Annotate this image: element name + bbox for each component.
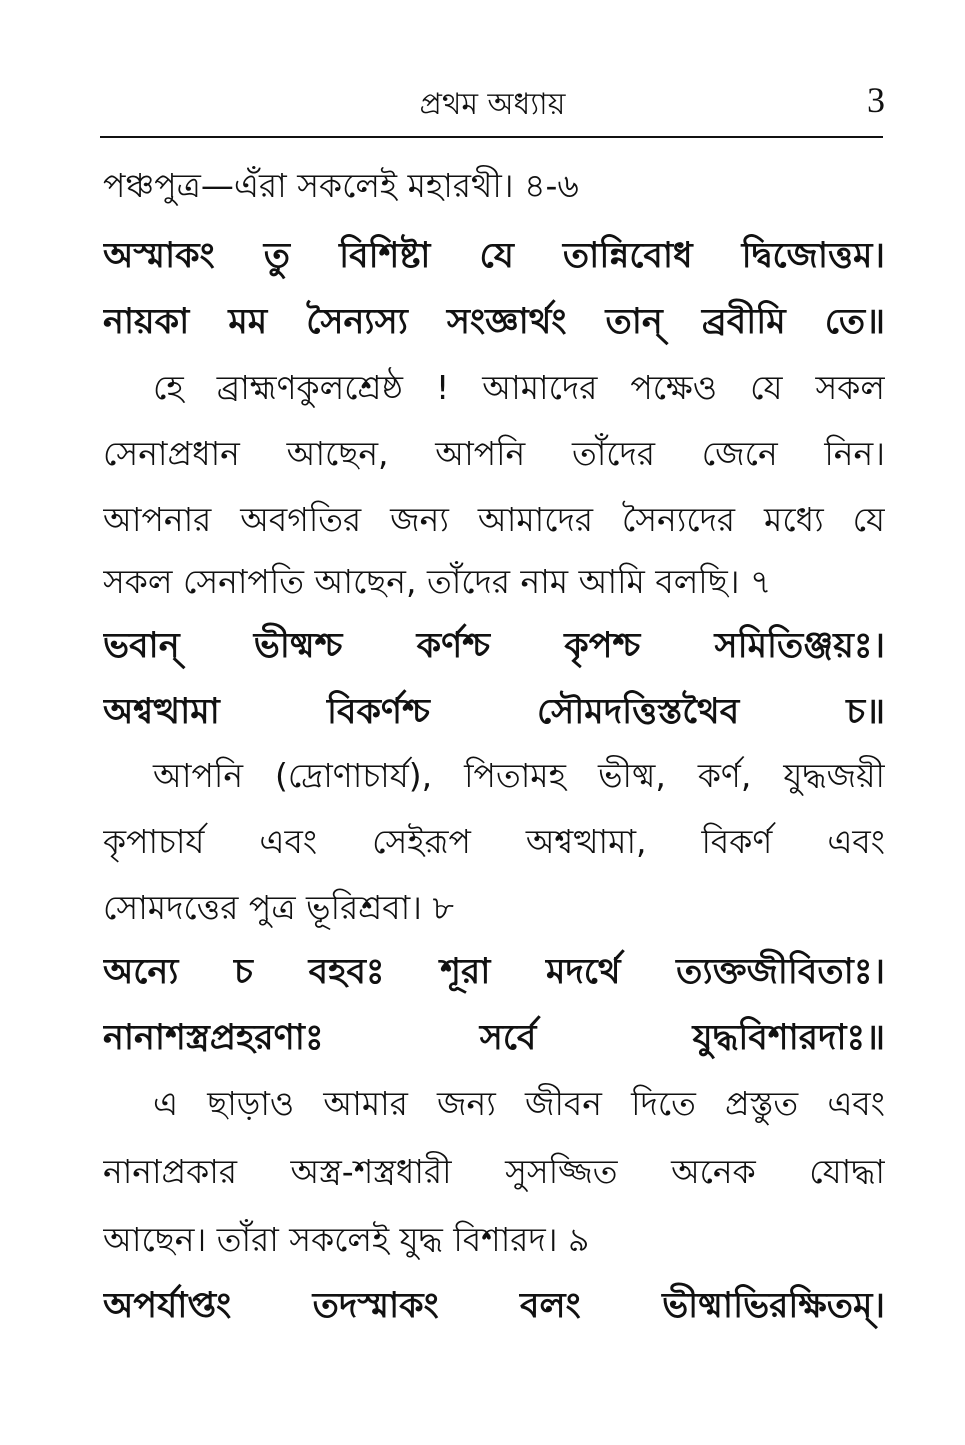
- header-rule: [100, 136, 883, 138]
- prose-line: সেনাপ্রধান আছেন, আপনি তাঁদের জেনে নিন।: [103, 434, 885, 473]
- running-head: প্রথম অধ্যায়: [419, 87, 566, 122]
- verse-line: নানাশস্ত্রপ্রহরণাঃ সর্বে যুদ্ধবিশারদাঃ॥: [103, 1018, 885, 1058]
- prose-line: নানাপ্রকার অস্ত্র-শস্ত্রধারী সুসজ্জিত অনেক যোদ্ধা: [103, 1152, 885, 1191]
- prose-line: পঞ্চপুত্র—এঁরা সকলেই মহারথী। ৪-৬: [103, 166, 579, 205]
- prose-line: কৃপাচার্য এবং সেইরূপ অশ্বত্থামা, বিকর্ণ এবং: [103, 822, 885, 861]
- verse-line: অপর্যাপ্তং তদস্মাকং বলং ভীষ্মাভিরক্ষিতম্।: [103, 1286, 885, 1326]
- page-number: 3: [867, 80, 885, 120]
- prose-line: হে ব্রাহ্মণকুলশ্রেষ্ঠ ! আমাদের পক্ষেও যে সকল: [153, 368, 885, 407]
- verse-line: নায়কা মম সৈন্যস্য সংজ্ঞার্থং তান্ ব্রবীমি তে॥: [103, 302, 885, 342]
- prose-line: এ ছাড়াও আমার জন্য জীবন দিতে প্রস্তুত এবং: [153, 1084, 885, 1123]
- verse-line: অন্যে চ বহবঃ শূরা মদর্থে ত্যক্তজীবিতাঃ।: [103, 952, 885, 992]
- prose-line: সোমদত্তের পুত্র ভূরিশ্রবা। ৮: [103, 888, 454, 927]
- verse-line: ভবান্ ভীষ্মশ্চ কর্ণশ্চ কৃপশ্চ সমিতিঞ্জয়ঃ।: [103, 626, 885, 666]
- prose-line: আপনার অবগতির জন্য আমাদের সৈন্যদের মধ্যে যে: [103, 500, 885, 539]
- prose-line: আপনি (দ্রোণাচার্য), পিতামহ ভীষ্ম, কর্ণ, যুদ্ধজয়ী: [153, 756, 885, 795]
- verse-line: অশ্বত্থামা বিকর্ণশ্চ সৌমদত্তিস্তথৈব চ॥: [103, 692, 885, 732]
- prose-line: আছেন। তাঁরা সকলেই যুদ্ধ বিশারদ। ৯: [103, 1220, 590, 1259]
- verse-line: অস্মাকং তু বিশিষ্টা যে তান্নিবোধ দ্বিজোত্তম।: [103, 236, 885, 276]
- prose-line: সকল সেনাপতি আছেন, তাঁদের নাম আমি বলছি। ৭: [103, 562, 772, 601]
